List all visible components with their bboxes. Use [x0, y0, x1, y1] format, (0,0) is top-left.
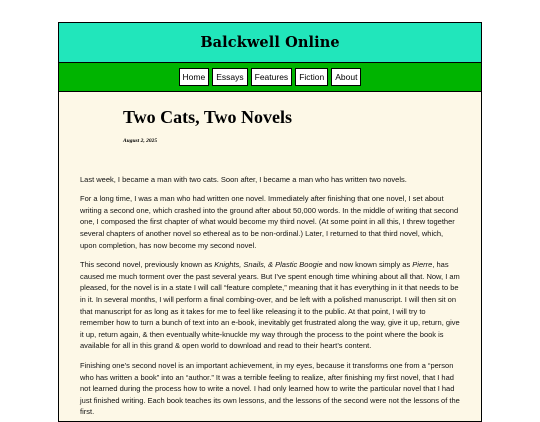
nav-item-home[interactable]: Home	[179, 68, 210, 86]
paragraph: For a long time, I was a man who had written one novel. Immediately after finishing that one novel, I set about writing a second one, which crashed into the ground after about 50,000 words. In the middle of writing that second one, I composed the first chapter of what would become my third novel. (At some point in all this, I threw together several chapters of another novel so ethereal as to be non-ordinal.) Later, I returned to that third novel, which, upon completion, has now become my second novel.	[80, 194, 459, 250]
paragraph-text: , has caused me much torment over the past several years. But I’ve spent enough time whining about all that. Now, I am pleased, for the novel is in a state I will call “feature complete,” meaning that it has everything in it that needs to be in it. In several months, I will perform a final combing-over, and be left with a polished manuscript. I will then sit on that manuscript for as long as it takes for me to feel like releasing it to the public. At that point, I will try to remember how to turn a bunch of text into an e-book, inevitably get frustrated along the way, give it up, return, give it up, return again, & then eventually white-knuckle my way through the process to the point where the book is available for all in this grand & open world to download and read to their heart’s content.	[80, 260, 460, 351]
book-title-emphasis: Knights, Snails, & Plastic Boogie	[214, 260, 323, 270]
nav-item-about[interactable]: About	[331, 68, 361, 86]
site-header	[59, 23, 481, 63]
nav-bar	[59, 63, 481, 92]
paragraph	[80, 259, 460, 352]
paragraph-text: This second novel, previously known as	[80, 260, 215, 270]
post-content	[59, 106, 481, 418]
site-title[interactable]: Balckwell Online	[200, 34, 340, 51]
nav-item-features[interactable]: Features	[251, 68, 293, 86]
post-date: August 2, 2025	[123, 138, 158, 144]
paragraph: Last week, I became a man with two cats. Soon after, I became a man who has written two novels.	[80, 174, 407, 184]
book-title-emphasis: Pierre	[412, 260, 433, 270]
nav-item-essays[interactable]: Essays	[212, 68, 247, 86]
nav-item-fiction[interactable]: Fiction	[295, 68, 328, 86]
paragraph-text: and now known simply as	[322, 260, 413, 270]
page-frame	[58, 22, 482, 422]
paragraph: Finishing one’s second novel is an important achievement, in my eyes, because it transforms one from a “person who has written a book” into an “author.” It was a terrible feeling to realize, after finishing my first novel, that I had not learned during the process how to write a novel. I had only learned how to write the particular novel that I had just finished writing. Each book teaches its own lessons, and the lessons of the second were not the lessons of the first.	[80, 360, 460, 417]
post-title: Two Cats, Two Novels	[123, 107, 293, 127]
